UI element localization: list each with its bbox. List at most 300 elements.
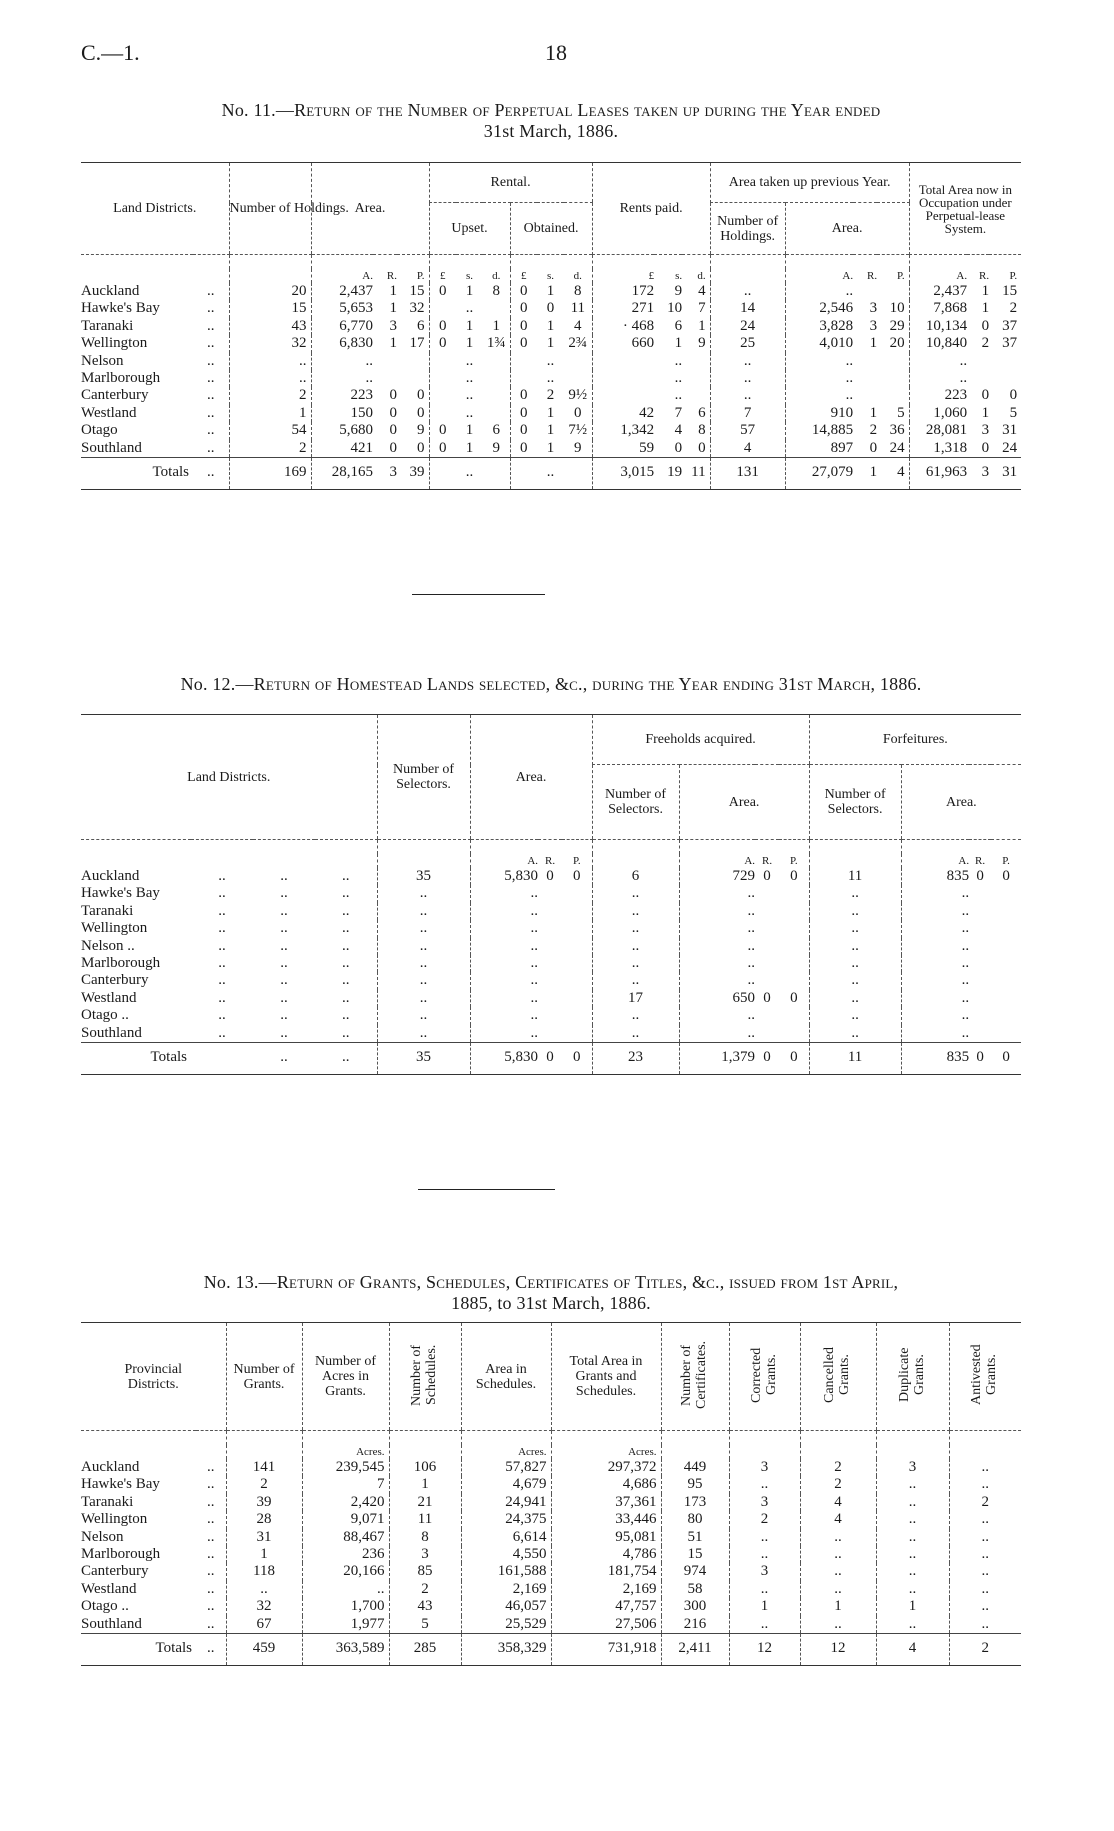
cell: .. (729, 1476, 800, 1493)
title-line-1: Return of the Number of Perpetual Leases taken up during the Year ended (294, 100, 881, 120)
title-line-1: Return of Grants, Schedules, Certificates of Titles, &c., issued from 1st April, (276, 1272, 899, 1292)
cell: 32 (409, 300, 425, 317)
cell: .. (207, 404, 215, 421)
cell: 0 (389, 387, 397, 404)
cell: 24 (1002, 439, 1018, 456)
cell (755, 903, 779, 920)
cell: 8 (389, 1529, 461, 1546)
cell: 161,588 (461, 1563, 551, 1580)
cell: s. (466, 270, 474, 282)
cell: .. (342, 989, 350, 1006)
cell: 358,329 (461, 1634, 551, 1666)
cell: 29 (889, 317, 905, 334)
table-13-title (81, 1272, 1021, 1314)
cell: 0 (790, 989, 798, 1006)
cell: .. (901, 885, 969, 902)
district-name: Southland (81, 439, 142, 456)
cell (538, 920, 562, 937)
cell: .. (280, 1007, 288, 1024)
spacer-row (81, 255, 1021, 270)
cell: 1 (674, 335, 683, 352)
cell (191, 854, 253, 868)
title-prefix: No. 12.— (180, 674, 254, 694)
cell: .. (679, 938, 755, 955)
cell: .. (800, 1563, 876, 1580)
cell: .. (674, 352, 683, 369)
col-prev-area: Area. (785, 203, 909, 255)
table-row (81, 938, 1021, 955)
col-freehold-selectors: Number of Selectors. (592, 765, 679, 840)
cell (483, 255, 510, 270)
cell: 974 (661, 1563, 729, 1580)
cell (785, 255, 853, 270)
cell: .. (470, 903, 538, 920)
cell: 0 (1009, 387, 1018, 404)
district-name (81, 269, 193, 283)
district-name: Nelson (81, 352, 124, 369)
cell: 0 (510, 440, 537, 458)
cell: .. (207, 1493, 215, 1510)
cell: .. (342, 955, 350, 972)
cell: .. (809, 903, 901, 920)
totals-row (81, 1634, 1021, 1666)
cell: 6,614 (461, 1529, 551, 1546)
cell: 1 (389, 300, 397, 317)
cell: .. (226, 1581, 302, 1598)
cell (191, 1043, 253, 1075)
cell: 1,977 (302, 1616, 389, 1634)
cell: .. (302, 1581, 389, 1598)
col-provincial-districts: Provincial Districts. (81, 1323, 226, 1431)
cell: 25 (710, 335, 785, 352)
cell: 835 (901, 1043, 969, 1075)
cell: .. (710, 370, 785, 387)
cell: 2 (869, 422, 878, 439)
cell: 3,828 (785, 318, 853, 335)
cell: .. (592, 1025, 679, 1043)
cell: 9 (674, 283, 683, 299)
cell: .. (592, 972, 679, 989)
cell (991, 920, 1021, 937)
cell: 106 (389, 1459, 461, 1476)
cell: .. (218, 885, 226, 902)
col-corrected-label: Corrected Grants. (748, 1346, 779, 1403)
district-name: Otago (81, 422, 118, 439)
cell (562, 972, 592, 989)
cell (592, 387, 654, 404)
cell: 58 (661, 1581, 729, 1598)
cell: .. (876, 1511, 949, 1528)
cell: 1 (465, 317, 474, 334)
table-row (81, 1598, 1021, 1615)
district-name: Taranaki (81, 902, 134, 919)
cell (538, 972, 562, 989)
cell: d. (697, 270, 706, 282)
table-row (81, 353, 1021, 370)
cell (483, 387, 510, 404)
cell: .. (207, 335, 215, 352)
cell: 2,437 (311, 283, 373, 300)
cell: 3 (389, 1546, 461, 1563)
cell (809, 854, 901, 868)
col-antivested-label: Antivested Grants. (969, 1344, 1000, 1405)
cell (564, 353, 592, 370)
cell (755, 1007, 779, 1024)
col-schedules-label: Number of Schedules. (409, 1343, 439, 1406)
cell (853, 283, 877, 300)
col-freehold-area: Area. (679, 765, 809, 840)
cell: 54 (229, 422, 311, 439)
cell: .. (729, 1529, 800, 1546)
district-name (81, 1431, 196, 1446)
cell: .. (207, 370, 215, 387)
cell: 1 (465, 335, 474, 352)
district-name: Otago .. (81, 1007, 129, 1024)
cell (397, 255, 429, 270)
cell: 2¾ (568, 335, 588, 352)
cell: 28,081 (909, 422, 967, 439)
cell (755, 955, 779, 972)
cell: .. (315, 1043, 377, 1075)
document-series: C.—1. (81, 40, 140, 65)
cell (429, 255, 456, 270)
district-name: Hawke's Bay (81, 1476, 160, 1493)
cell: 17 (409, 335, 425, 352)
cell: P. (416, 270, 425, 282)
cell (253, 840, 315, 855)
cell (397, 370, 429, 387)
cell: 2,169 (461, 1581, 551, 1598)
cell (461, 1431, 551, 1446)
cell: 1¾ (486, 335, 506, 352)
cell: 5,680 (311, 422, 373, 439)
cell: 10,840 (909, 335, 967, 352)
cell: .. (729, 1581, 800, 1598)
cell (538, 885, 562, 902)
cell: .. (876, 1546, 949, 1563)
cell: .. (207, 1563, 215, 1580)
cell (779, 972, 809, 989)
table-12-title (81, 674, 1021, 695)
district-name: Wellington (81, 920, 148, 937)
cell: 1 (389, 335, 397, 352)
perpetual-leases-table (81, 162, 1021, 490)
cell: .. (949, 1581, 1021, 1598)
cell: 43 (229, 318, 311, 335)
col-forfeitures: Forfeitures. (809, 715, 1021, 765)
table-row (81, 440, 1021, 458)
cell: 3,015 (592, 458, 654, 490)
cell (779, 920, 809, 937)
cell (969, 955, 991, 972)
cell: 1 (226, 1546, 302, 1563)
cell: 660 (592, 335, 654, 352)
cell (755, 920, 779, 937)
district-name (81, 840, 191, 855)
district-name: Westland (81, 989, 137, 1006)
cell: 4 (710, 440, 785, 458)
cell (389, 1445, 461, 1459)
col-area: Area. (311, 163, 429, 255)
cell: .. (592, 1007, 679, 1024)
cell: 216 (661, 1616, 729, 1634)
cell: 0 (698, 439, 706, 456)
cell: 47,757 (551, 1598, 661, 1615)
cell: 10,134 (909, 318, 967, 335)
cell: .. (193, 458, 229, 490)
cell: 1,342 (592, 422, 654, 439)
cell: 2,546 (785, 300, 853, 317)
cell (967, 370, 989, 387)
cell: 5 (389, 1616, 461, 1634)
title-line-2: 31st March, 1886. (483, 121, 619, 141)
cell: 9,071 (302, 1511, 389, 1528)
cell: .. (679, 1025, 755, 1043)
table-row (81, 422, 1021, 439)
cell (389, 1431, 461, 1446)
cell: 835 (901, 868, 969, 885)
cell: 57,827 (461, 1459, 551, 1476)
cell: .. (280, 955, 288, 972)
cell (682, 255, 710, 270)
cell (226, 1445, 302, 1459)
cell: .. (901, 1007, 969, 1024)
cell (483, 353, 510, 370)
cell: 4 (800, 1494, 876, 1511)
cell (800, 1445, 876, 1459)
cell: 37,361 (551, 1494, 661, 1511)
cell: .. (207, 1615, 215, 1632)
cell (538, 840, 562, 855)
units-row (81, 1445, 1021, 1459)
cell: .. (470, 938, 538, 955)
cell (196, 1431, 226, 1446)
cell: · 468 (592, 318, 654, 335)
cell: 1 (869, 335, 878, 352)
district-name: Wellington (81, 1511, 148, 1528)
cell: 1 (546, 335, 555, 352)
cell: .. (546, 352, 555, 369)
spacer-row (81, 840, 1021, 855)
cell: 0 (417, 404, 425, 421)
cell: 0 (417, 439, 425, 456)
cell (755, 840, 779, 855)
cell: .. (809, 990, 901, 1007)
cell: 1,318 (909, 440, 967, 458)
cell: 11 (809, 1043, 901, 1075)
cell: 1 (981, 300, 990, 317)
cell (456, 255, 483, 270)
table-row (81, 955, 1021, 972)
cell: .. (377, 1007, 470, 1024)
cell: R. (544, 855, 556, 867)
cell (991, 938, 1021, 955)
cell: 35 (377, 868, 470, 885)
table-row (81, 283, 1021, 300)
cell: .. (218, 955, 226, 972)
cell (991, 955, 1021, 972)
cell (853, 370, 877, 387)
cell: .. (342, 902, 350, 919)
cell: 61,963 (909, 458, 967, 490)
district-name: Westland (81, 404, 137, 421)
district-name: Hawke's Bay (81, 300, 160, 317)
cell: 80 (661, 1511, 729, 1528)
table-row (81, 1581, 1021, 1598)
cell: 37 (1002, 317, 1018, 334)
cell: .. (876, 1529, 949, 1546)
cell: 5 (897, 404, 905, 421)
cell: R. (867, 270, 878, 282)
cell: 223 (909, 387, 967, 404)
cell: .. (229, 353, 311, 370)
cell: 1 (546, 439, 555, 456)
cell: .. (196, 1634, 226, 1666)
cell: 0 (546, 300, 555, 317)
cell: .. (809, 972, 901, 989)
cell: 67 (226, 1616, 302, 1634)
section-divider (418, 1189, 555, 1190)
cell: .. (218, 920, 226, 937)
cell: 88,467 (302, 1529, 389, 1546)
cell: .. (674, 387, 683, 404)
cell (510, 458, 537, 490)
cell: .. (280, 902, 288, 919)
cell (191, 840, 253, 855)
cell: 12 (729, 1634, 800, 1666)
cell: 131 (710, 458, 785, 490)
cell: .. (949, 1529, 1021, 1546)
cell: A. (470, 854, 538, 868)
cell: .. (377, 990, 470, 1007)
cell: 20 (889, 335, 905, 352)
col-land-districts: Land Districts. (81, 163, 229, 255)
cell: 239,545 (302, 1459, 389, 1476)
cell: .. (377, 938, 470, 955)
cell: .. (901, 1025, 969, 1043)
cell: 2 (389, 1581, 461, 1598)
col-area: Area. (470, 715, 592, 840)
cell (779, 840, 809, 855)
cell (949, 1445, 1021, 1459)
cell: .. (207, 300, 215, 317)
cell: 15 (409, 283, 425, 299)
cell: 0 (991, 1043, 1021, 1075)
cell (661, 1445, 729, 1459)
cell (877, 283, 909, 300)
district-name (81, 1445, 196, 1459)
cell: 36 (889, 422, 905, 439)
cell: .. (809, 955, 901, 972)
cell (193, 269, 229, 283)
cell: 1,379 (679, 1043, 755, 1075)
cell (877, 370, 909, 387)
cell: 3 (869, 317, 878, 334)
cell (969, 920, 991, 937)
cell: 0 (510, 422, 537, 439)
cell (562, 955, 592, 972)
cell (429, 300, 456, 317)
cell (877, 353, 909, 370)
cell: .. (470, 1025, 538, 1043)
cell: .. (949, 1563, 1021, 1580)
cell: .. (470, 885, 538, 902)
cell: .. (465, 300, 474, 317)
cell: .. (800, 1546, 876, 1563)
cell: s. (675, 270, 683, 282)
cell: 173 (661, 1494, 729, 1511)
cell: .. (809, 1025, 901, 1043)
cell (429, 405, 456, 422)
col-antivested (949, 1323, 1021, 1431)
table-row (81, 868, 1021, 885)
cell: .. (218, 972, 226, 989)
cell: .. (710, 387, 785, 404)
cell: 6 (492, 422, 501, 439)
cell (877, 255, 909, 270)
table-row (81, 1529, 1021, 1546)
cell: .. (207, 317, 215, 334)
cell (562, 938, 592, 955)
col-total-area: Total Area now in Occupation under Perpetual-lease System. (909, 163, 1021, 255)
cell: 150 (311, 405, 373, 422)
cell: .. (280, 885, 288, 902)
cell (196, 1445, 226, 1459)
cell: .. (218, 1007, 226, 1024)
district-name (81, 854, 191, 868)
cell: .. (342, 885, 350, 902)
cell (538, 938, 562, 955)
title-line-1: Return of Homestead Lands selected, &c., during the Year ending 31st March, 1886. (253, 674, 922, 694)
cell (779, 903, 809, 920)
cell: 910 (785, 405, 853, 422)
cell: 2,437 (909, 283, 967, 300)
cell: .. (470, 1007, 538, 1024)
cell: .. (901, 903, 969, 920)
table-row (81, 920, 1021, 937)
col-selectors: Number of Selectors. (377, 715, 470, 840)
cell: .. (342, 937, 350, 954)
table-row (81, 972, 1021, 989)
cell: 0 (389, 404, 397, 421)
cell: .. (207, 1598, 215, 1615)
col-forfeiture-selectors: Number of Selectors. (809, 765, 901, 840)
cell: R. (762, 855, 773, 867)
cell: 5,830 (470, 1043, 538, 1075)
cell: 3 (373, 458, 397, 490)
cell: 0 (790, 868, 798, 884)
cell: .. (280, 1024, 288, 1041)
cell: 33,446 (551, 1511, 661, 1528)
table-row (81, 1511, 1021, 1528)
cell (755, 972, 779, 989)
cell: 2 (949, 1494, 1021, 1511)
col-prev-year: Area taken up previous Year. (710, 163, 909, 203)
cell: .. (679, 920, 755, 937)
cell: .. (218, 868, 226, 884)
cell: 236 (302, 1546, 389, 1563)
cell: P. (789, 855, 798, 867)
cell (991, 840, 1021, 855)
cell: 42 (592, 405, 654, 422)
cell: 15 (229, 300, 311, 317)
cell: .. (280, 972, 288, 989)
cell: .. (901, 920, 969, 937)
cell: 24 (889, 439, 905, 456)
cell: .. (546, 370, 555, 387)
col-cancelled (800, 1323, 876, 1431)
cell (682, 387, 710, 404)
